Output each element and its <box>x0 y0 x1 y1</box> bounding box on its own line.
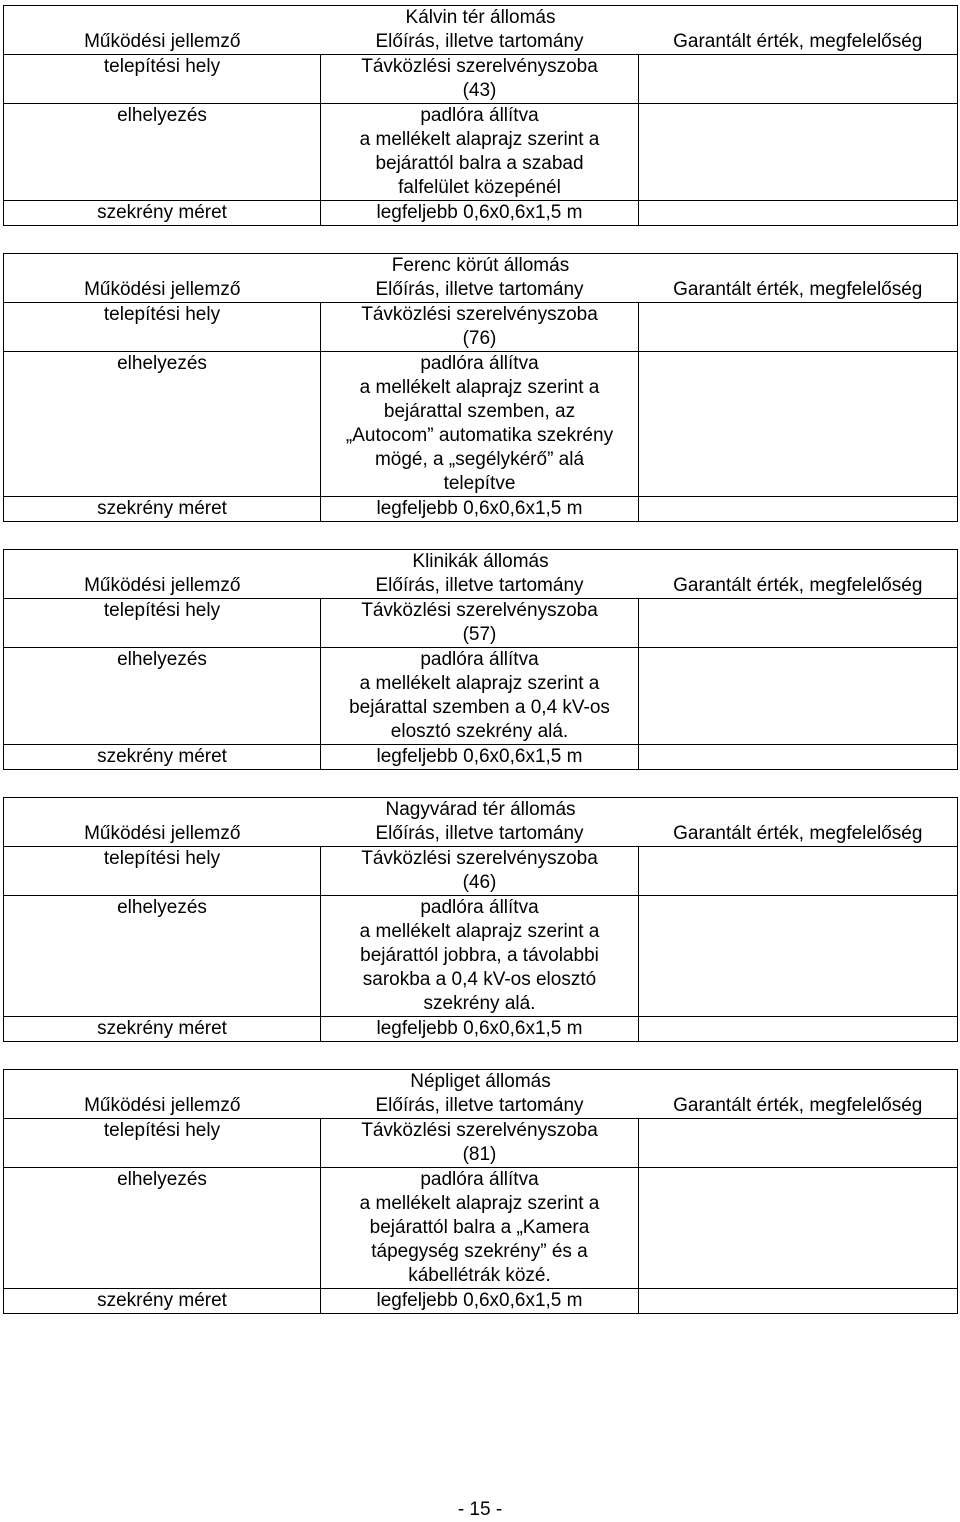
guaranteed-install-site <box>639 599 958 648</box>
guaranteed-cabinet-size <box>639 1289 958 1314</box>
station-table-nepliget <box>3 1069 958 1314</box>
header-specification-range: Előírás, illetve tartomány <box>375 575 584 596</box>
value-placement: padlóra állítva a mellékelt alaprajz szerint a bejárattól jobbra, a távolabbi sarokba a 0,4 kV-os elosztó szekrény alá. <box>321 896 639 1017</box>
value-cabinet-size: legfeljebb 0,6x0,6x1,5 m <box>321 201 639 226</box>
header-guaranteed-value: Garantált érték, megfelelőség <box>639 1094 958 1119</box>
station-title: Ferenc körút állomás <box>4 254 958 279</box>
value-install-site: Távközlési szerelvényszoba (46) <box>321 847 639 896</box>
label-cabinet-size: szekrény méret <box>4 497 321 522</box>
guaranteed-install-site <box>639 1119 958 1168</box>
guaranteed-install-site <box>639 55 958 104</box>
value-cabinet-size: legfeljebb 0,6x0,6x1,5 m <box>321 497 639 522</box>
value-install-site: Távközlési szerelvényszoba (57) <box>321 599 639 648</box>
header-operating-characteristic: Működési jellemző <box>4 1094 321 1119</box>
header-operating-characteristic: Működési jellemző <box>4 278 321 303</box>
label-install-site: telepítési hely <box>4 847 321 896</box>
value-cabinet-size: legfeljebb 0,6x0,6x1,5 m <box>321 745 639 770</box>
guaranteed-placement <box>639 352 958 497</box>
guaranteed-cabinet-size <box>639 497 958 522</box>
header-guaranteed-value: Garantált érték, megfelelőség <box>639 278 958 303</box>
guaranteed-placement <box>639 896 958 1017</box>
value-placement: padlóra állítva a mellékelt alaprajz szerint a bejárattól balra a „Kamera tápegység szekrény” és a kábellétrák közé. <box>321 1168 639 1289</box>
label-install-site: telepítési hely <box>4 55 321 104</box>
guaranteed-install-site <box>639 303 958 352</box>
value-cabinet-size: legfeljebb 0,6x0,6x1,5 m <box>321 1017 639 1042</box>
value-install-site: Távközlési szerelvényszoba (81) <box>321 1119 639 1168</box>
station-title: Kálvin tér állomás <box>4 6 958 31</box>
station-table-kalvin-ter <box>3 5 958 226</box>
value-install-site: Távközlési szerelvényszoba (43) <box>321 55 639 104</box>
value-install-site: Távközlési szerelvényszoba (76) <box>321 303 639 352</box>
guaranteed-install-site <box>639 847 958 896</box>
label-cabinet-size: szekrény méret <box>4 201 321 226</box>
label-placement: elhelyezés <box>4 104 321 201</box>
label-placement: elhelyezés <box>4 1168 321 1289</box>
label-cabinet-size: szekrény méret <box>4 1017 321 1042</box>
header-guaranteed-value: Garantált érték, megfelelőség <box>639 822 958 847</box>
station-table-nagyvarad-ter <box>3 797 958 1042</box>
header-operating-characteristic: Működési jellemző <box>4 30 321 55</box>
station-table-ferenc-korut <box>3 253 958 522</box>
page-number: - 15 - <box>457 1499 503 1520</box>
header-operating-characteristic: Működési jellemző <box>4 574 321 599</box>
station-title: Nagyvárad tér állomás <box>4 798 958 823</box>
header-specification-range: Előírás, illetve tartomány <box>375 279 584 300</box>
value-cabinet-size: legfeljebb 0,6x0,6x1,5 m <box>321 1289 639 1314</box>
label-install-site: telepítési hely <box>4 1119 321 1168</box>
header-specification-range: Előírás, illetve tartomány <box>375 823 584 844</box>
label-cabinet-size: szekrény méret <box>4 745 321 770</box>
label-placement: elhelyezés <box>4 648 321 745</box>
value-placement: padlóra állítva a mellékelt alaprajz szerint a bejárattal szemben a 0,4 kV-os elosztó szekrény alá. <box>321 648 639 745</box>
station-title: Népliget állomás <box>4 1070 958 1095</box>
header-guaranteed-value: Garantált érték, megfelelőség <box>639 30 958 55</box>
label-placement: elhelyezés <box>4 352 321 497</box>
value-placement: padlóra állítva a mellékelt alaprajz szerint a bejárattal szemben, az „Autocom” automatika szekrény mögé, a „segélykérő” alá telepítve <box>321 352 639 497</box>
label-placement: elhelyezés <box>4 896 321 1017</box>
label-install-site: telepítési hely <box>4 599 321 648</box>
guaranteed-placement <box>639 104 958 201</box>
guaranteed-cabinet-size <box>639 745 958 770</box>
guaranteed-cabinet-size <box>639 1017 958 1042</box>
header-specification-range: Előírás, illetve tartomány <box>375 31 584 52</box>
station-table-klinikak <box>3 549 958 770</box>
guaranteed-placement <box>639 648 958 745</box>
label-cabinet-size: szekrény méret <box>4 1289 321 1314</box>
header-operating-characteristic: Működési jellemző <box>4 822 321 847</box>
value-placement: padlóra állítva a mellékelt alaprajz szerint a bejárattól balra a szabad falfelület közepénél <box>321 104 639 201</box>
label-install-site: telepítési hely <box>4 303 321 352</box>
station-title: Klinikák állomás <box>4 550 958 575</box>
guaranteed-cabinet-size <box>639 201 958 226</box>
header-guaranteed-value: Garantált érték, megfelelőség <box>639 574 958 599</box>
guaranteed-placement <box>639 1168 958 1289</box>
header-specification-range: Előírás, illetve tartomány <box>375 1095 584 1116</box>
